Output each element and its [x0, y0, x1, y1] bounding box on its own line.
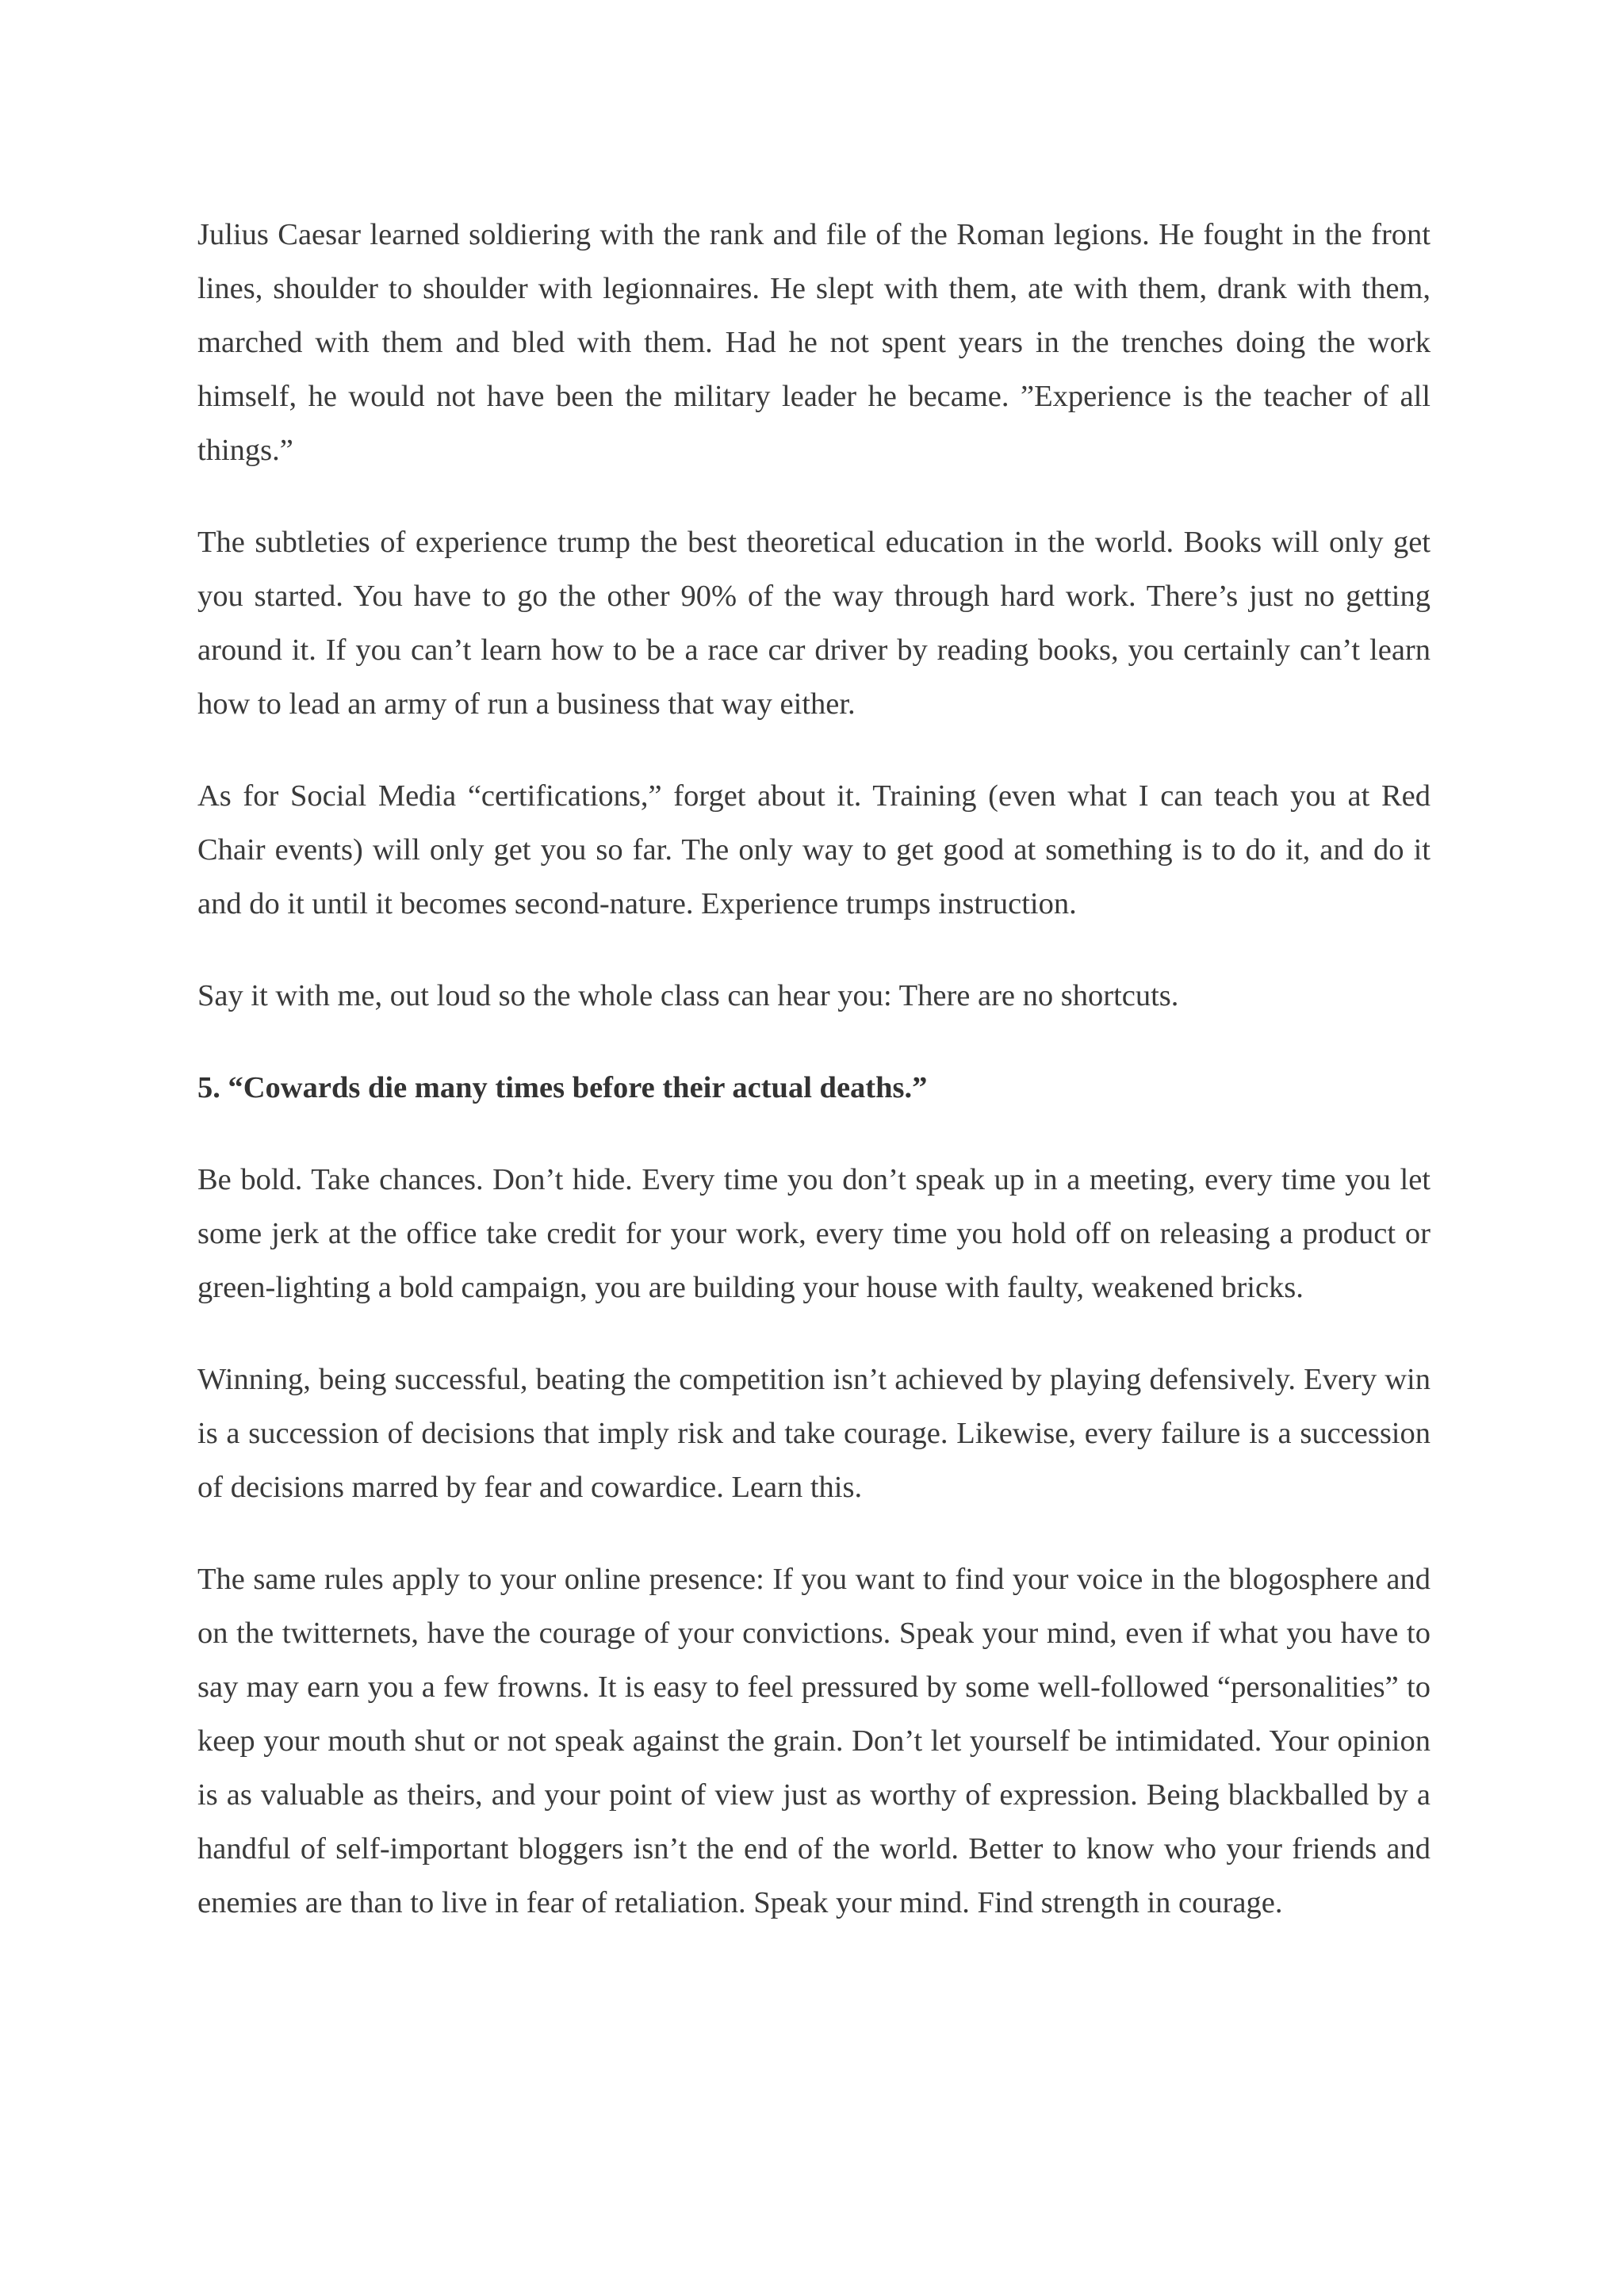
paragraph-social-media-certifications: As for Social Media “certifications,” forget about it. Training (even what I can teach you at Red Chair events) will only get you so far. The only way to get good at something is to do it, and do it and do it until it becomes second-nature. Experience trumps instruction. — [197, 779, 1431, 920]
paragraph-winning: Winning, being successful, beating the competition isn’t achieved by playing defensively. Every win is a succession of decisions that imply risk and take courage. Likewise, every failure is a succession of decisions marred by fear and cowardice. Learn this. — [197, 1363, 1431, 1504]
paragraph-be-bold: Be bold. Take chances. Don’t hide. Every time you don’t speak up in a meeting, every time you let some jerk at the office take credit for your work, every time you hold off on releasing a product or green-lighting a bold campaign, you are building your house with faulty, weakened bricks. — [197, 1163, 1431, 1304]
document-body — [197, 208, 1431, 1968]
paragraph-subtleties-of-experience: The subtleties of experience trump the best theoretical education in the world. Books will only get you started. You have to go the other 90% of the way through hard work. There’s just no getting around it. If you can’t learn how to be a race car driver by reading books, you certainly can’t learn how to lead an army of run a business that way either. — [197, 526, 1431, 721]
section-heading-cowards: 5. “Cowards die many times before their actual deaths.” — [197, 1071, 928, 1104]
paragraph-caesar-experience: Julius Caesar learned soldiering with the rank and file of the Roman legions. He fought in the front lines, shoulder to shoulder with legionnaires. He slept with them, ate with them, drank with them, marched with them and bled with them. Had he not spent years in the trenches doing the work himself, he would not have been the military leader he became. ”Experience is the teacher of all things.” — [197, 218, 1431, 467]
paragraph-no-shortcuts: Say it with me, out loud so the whole class can hear you: There are no shortcuts. — [197, 979, 1179, 1012]
paragraph-online-presence: The same rules apply to your online presence: If you want to find your voice in the blogosphere and on the twitternets, have the courage of your convictions. Speak your mind, even if what you have to say may earn you a few frowns. It is easy to feel pressured by some well-followed “personalities” to keep your mouth shut or not speak against the grain. Don’t let yourself be intimidated. Your opinion is as valuable as theirs, and your point of view just as worthy of expression. Being blackballed by a handful of self-important bloggers isn’t the end of the world. Better to know who your friends and enemies are than to live in fear of retaliation. Speak your mind. Find strength in courage. — [197, 1563, 1431, 1919]
